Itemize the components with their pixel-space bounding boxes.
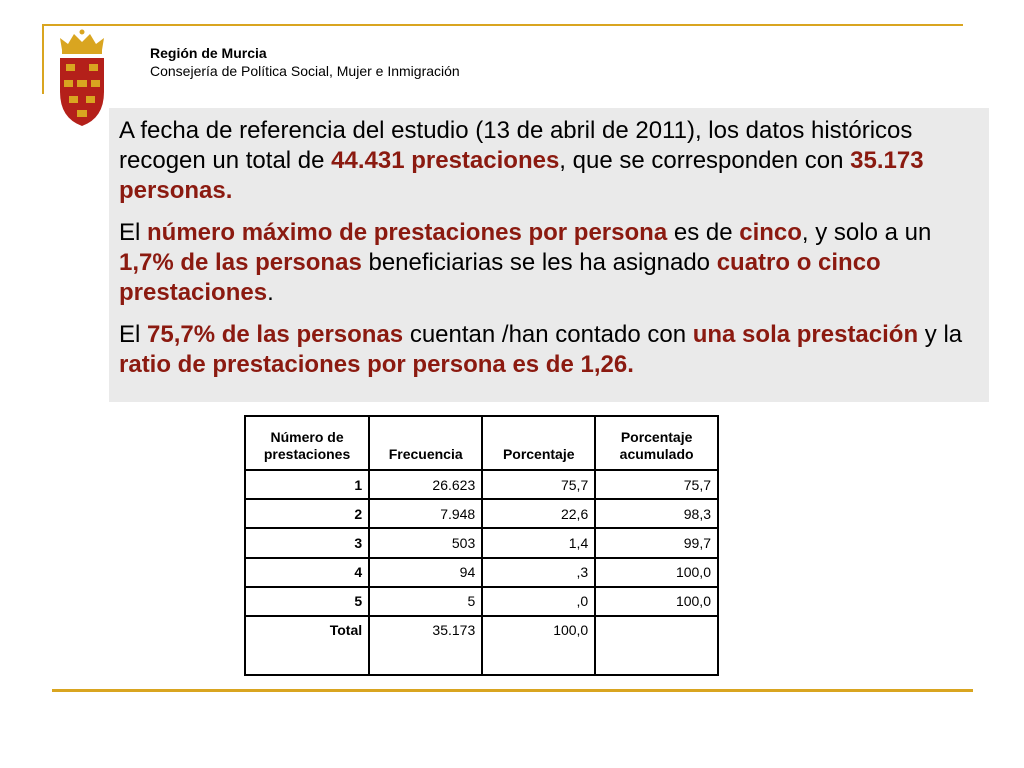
col-header-number: Número de prestaciones [245,416,369,470]
frequency-table [244,415,719,676]
table-row [245,528,718,557]
frame-bottom-line [52,689,973,692]
frequency-cell: 5 [369,587,482,616]
frequency-cell: 94 [369,558,482,587]
cumulative-cell: 100,0 [595,558,718,587]
summary-textbox [109,108,989,402]
p2-highlight-2: cinco [739,219,802,246]
p3-highlight-1: 75,7% de las personas [147,321,404,348]
p3-text-3: y la [918,321,963,348]
p1-highlight-1: 44.431 prestaciones [331,147,560,174]
department-name: Consejería de Política Social, Mujer e Inmigración [150,63,460,79]
p2-highlight-4: cuatro o cinco prestaciones [119,249,881,306]
p2-text-2: es de [667,219,740,246]
table-row [245,587,718,616]
table-row [245,470,718,499]
table-total-row [245,616,718,675]
cumulative-cell [595,616,718,675]
p2-text-4: beneficiarias se les ha asignado [361,249,717,276]
percent-cell: ,0 [482,587,595,616]
row-label: 3 [245,528,369,557]
percent-cell: ,3 [482,558,595,587]
p3-text-1: El [119,321,148,348]
percent-cell: 1,4 [482,528,595,557]
col-header-cumulative: Porcentaje acumulado [595,416,718,470]
row-label: 2 [245,499,369,528]
percent-cell: 75,7 [482,470,595,499]
p2-highlight-1: número máximo de prestaciones por persona [147,219,668,246]
col-header-percent: Porcentaje [482,416,595,470]
p2-text-1: El [119,219,148,246]
frequency-cell: 7.948 [369,499,482,528]
frequency-cell: 26.623 [369,470,482,499]
row-label: 4 [245,558,369,587]
cumulative-cell: 98,3 [595,499,718,528]
p2-text-5: . [267,279,274,306]
row-label: 1 [245,470,369,499]
table-header-row [245,416,718,470]
cumulative-cell: 100,0 [595,587,718,616]
region-name: Región de Murcia [150,45,267,61]
coat-of-arms-icon [56,28,108,128]
p2-text-3: , y solo a un [801,219,932,246]
p3-highlight-3: ratio de prestaciones por persona es de 1,26. [119,351,634,378]
cumulative-cell: 99,7 [595,528,718,557]
paragraph-1 [119,116,979,206]
paragraph-2 [119,218,979,308]
row-label: Total [245,616,369,675]
paragraph-3 [119,320,979,380]
p3-text-2: cuentan /han contado con [403,321,693,348]
frame-top-line [42,24,963,26]
p1-highlight-2: 35.173 personas. [119,147,924,204]
percent-cell: 22,6 [482,499,595,528]
header-organization [150,44,460,80]
p2-highlight-3: 1,7% de las personas [119,249,362,276]
frequency-cell: 35.173 [369,616,482,675]
p1-text-2: , que se corresponden con [559,147,851,174]
percent-cell: 100,0 [482,616,595,675]
table-row [245,558,718,587]
p3-highlight-2: una sola prestación [692,321,919,348]
col-header-frequency: Frecuencia [369,416,482,470]
frequency-cell: 503 [369,528,482,557]
table-row [245,499,718,528]
row-label: 5 [245,587,369,616]
cumulative-cell: 75,7 [595,470,718,499]
p1-text-1: A fecha de referencia del estudio (13 de abril de 2011), los datos históricos recogen un total de [119,117,913,174]
frame-left-line [42,24,44,94]
